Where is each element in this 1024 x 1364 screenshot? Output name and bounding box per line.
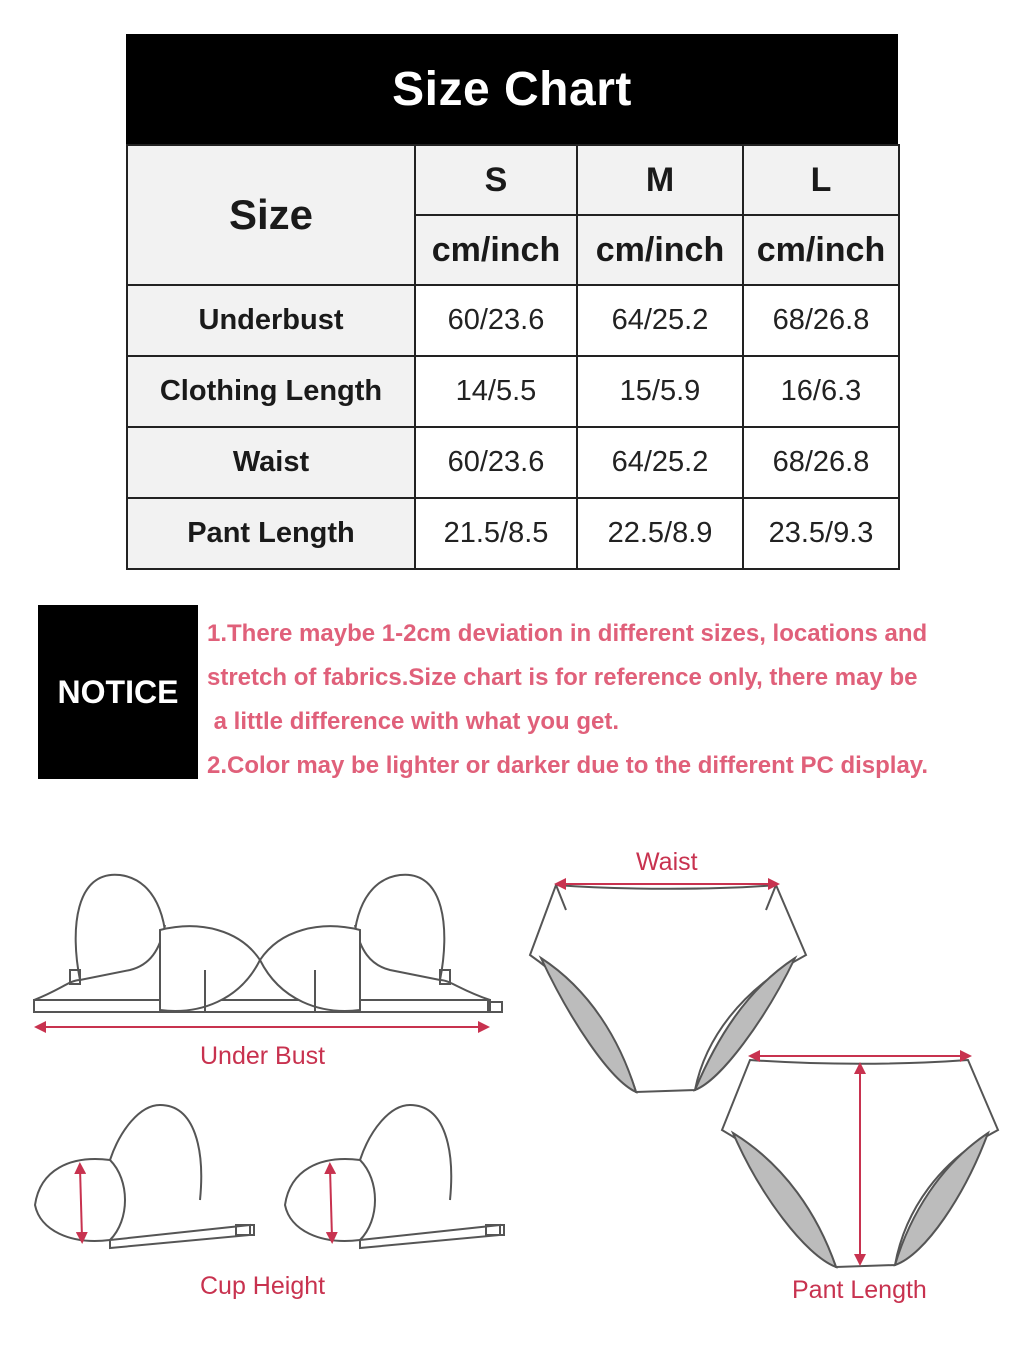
notice-text	[207, 612, 1007, 788]
table-cell: 64/25.2	[577, 285, 743, 356]
unit-header: cm/inch	[743, 215, 899, 285]
notice-label: NOTICE	[38, 605, 198, 779]
table-cell: 21.5/8.5	[415, 498, 577, 569]
table-cell: 16/6.3	[743, 356, 899, 427]
cup-height-label: Cup Height	[200, 1272, 326, 1300]
notice-line: 2.Color may be lighter or darker due to the different PC display.	[207, 752, 929, 779]
notice-line: stretch of fabrics.Size chart is for reference only, there may be	[207, 664, 918, 691]
size-l-header: L	[743, 145, 899, 215]
size-s-header: S	[415, 145, 577, 215]
table-cell: 68/26.8	[743, 427, 899, 498]
chart-title: Size Chart	[126, 34, 898, 144]
table-cell: 14/5.5	[415, 356, 577, 427]
table-cell: 60/23.6	[415, 427, 577, 498]
row-label: Pant Length	[127, 498, 415, 569]
pant-length-label: Pant Length	[792, 1276, 927, 1304]
table-cell: 23.5/9.3	[743, 498, 899, 569]
unit-header: cm/inch	[415, 215, 577, 285]
row-label: Clothing Length	[127, 356, 415, 427]
bra-side-right-illustration	[285, 1105, 504, 1248]
table-row	[127, 356, 899, 427]
table-cell: 15/5.9	[577, 356, 743, 427]
table-cell: 64/25.2	[577, 427, 743, 498]
waist-label: Waist	[636, 848, 698, 876]
table-row	[127, 498, 899, 569]
size-header: Size	[127, 145, 415, 285]
row-label: Waist	[127, 427, 415, 498]
under-bust-label: Under Bust	[200, 1042, 326, 1070]
table-row	[127, 427, 899, 498]
row-label: Underbust	[127, 285, 415, 356]
unit-header: cm/inch	[577, 215, 743, 285]
table-cell: 22.5/8.9	[577, 498, 743, 569]
notice-line: 1.There maybe 1-2cm deviation in different sizes, locations and	[207, 620, 928, 647]
size-chart	[126, 34, 898, 570]
table-cell: 60/23.6	[415, 285, 577, 356]
table-cell: 68/26.8	[743, 285, 899, 356]
bra-front-illustration	[34, 875, 502, 1012]
table-row	[127, 285, 899, 356]
measurement-diagrams	[0, 830, 1024, 1330]
size-table	[126, 144, 900, 570]
notice-line: a little difference with what you get.	[207, 708, 620, 735]
size-m-header: M	[577, 145, 743, 215]
bra-side-left-illustration	[35, 1105, 254, 1248]
